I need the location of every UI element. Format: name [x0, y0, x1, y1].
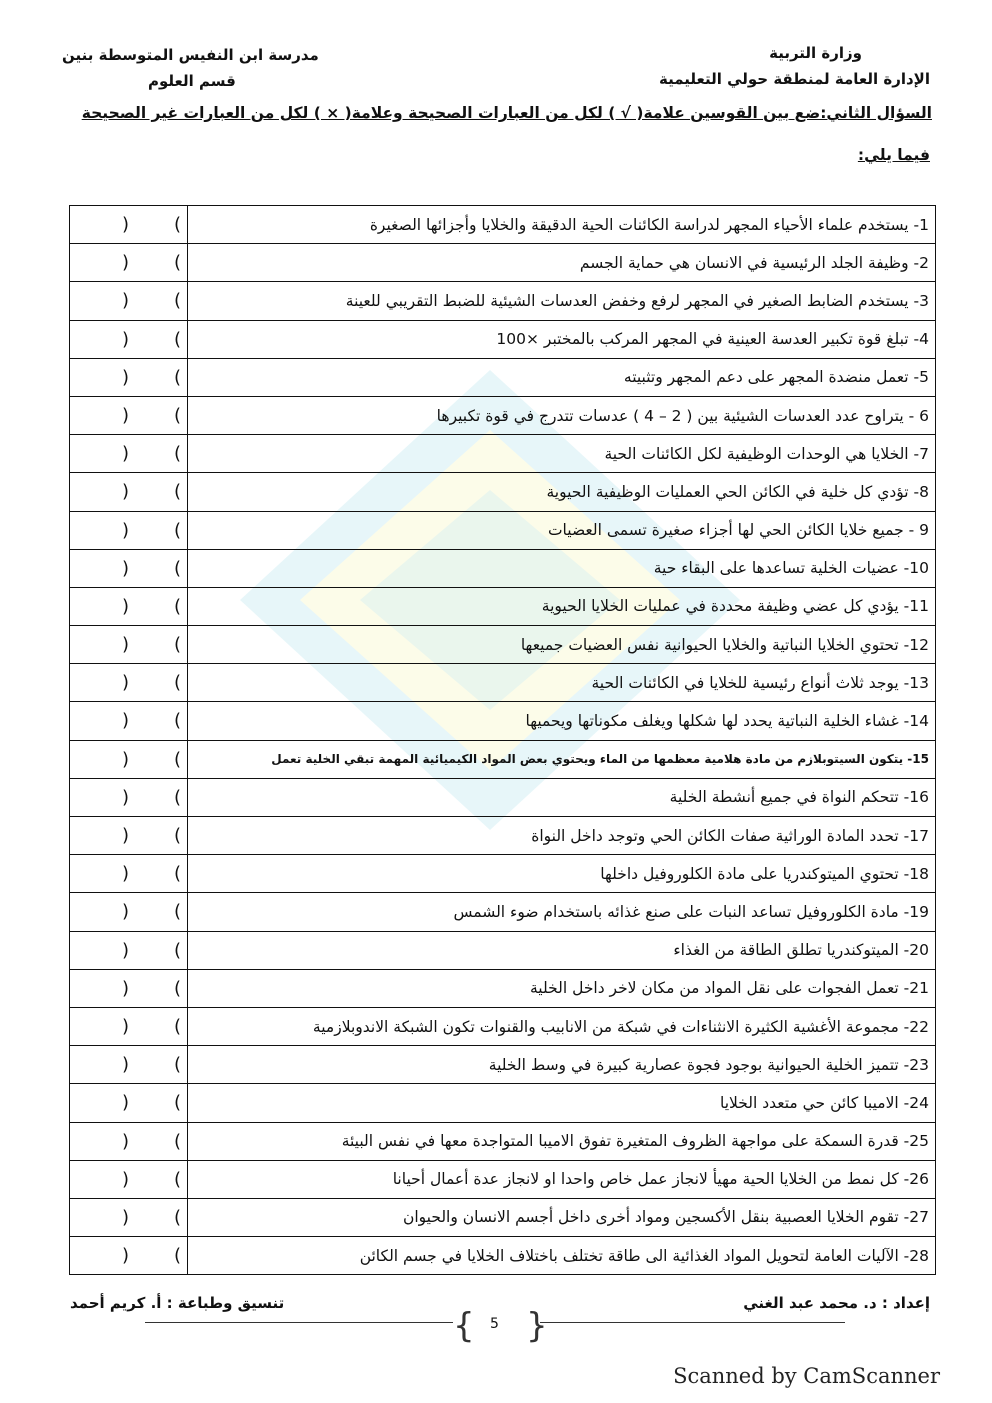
- statement-text: 11- يؤدي كل عضي وظيفة محددة في عمليات الخلايا الحيوية: [188, 587, 936, 625]
- answer-slot[interactable]: [70, 778, 188, 816]
- open-paren: ): [122, 1130, 130, 1152]
- statement-row: [70, 817, 936, 855]
- answer-slot[interactable]: [70, 1122, 188, 1160]
- statement-text: 24- الاميبا كائن حي متعدد الخلايا: [188, 1084, 936, 1122]
- page-bracket-right: }: [526, 1306, 548, 1346]
- statement-text: 22- مجموعة الأغشية الكثيرة الانثناءات في شبكة من الانابيب والقنوات تكون الشبكة الاندوبلازمية: [188, 1007, 936, 1045]
- open-paren: ): [122, 443, 130, 465]
- answer-slot[interactable]: [70, 626, 188, 664]
- statement-row: [70, 244, 936, 282]
- true-false-table: [69, 205, 936, 1275]
- statement-text: 10- عضيات الخلية تساعدها على البقاء حية: [188, 549, 936, 587]
- statement-text: 6 - يتراوح عدد العدسات الشيئية بين ( 2 – 4 ) عدسات تتدرج في قوة تكبيرها: [188, 396, 936, 434]
- close-paren: (: [174, 328, 182, 350]
- open-paren: ): [122, 252, 130, 274]
- open-paren: ): [122, 977, 130, 999]
- close-paren: (: [174, 1168, 182, 1190]
- statement-row: [70, 664, 936, 702]
- statement-text: 19- مادة الكلوروفيل تساعد النبات على صنع غذائه باستخدام ضوء الشمس: [188, 893, 936, 931]
- answer-slot[interactable]: [70, 1237, 188, 1275]
- footer-rule: [540, 1322, 845, 1323]
- answer-slot[interactable]: [70, 969, 188, 1007]
- open-paren: ): [122, 366, 130, 388]
- prepared-by: إعداد : د. محمد عبد الغني: [743, 1294, 930, 1312]
- statement-text: 27- تقوم الخلايا العصبية بنقل الأكسجين ومواد أخرى داخل أجسم الانسان والحيوان: [188, 1198, 936, 1236]
- open-paren: ): [122, 901, 130, 923]
- statement-row: [70, 1084, 936, 1122]
- answer-slot[interactable]: [70, 702, 188, 740]
- answer-slot[interactable]: [70, 587, 188, 625]
- statement-row: [70, 473, 936, 511]
- answer-slot[interactable]: [70, 358, 188, 396]
- question-title: السؤال الثاني:ضع بين القوسين علامة( √ ) لكل من العبارات الصحيحة وعلامة( × ) لكل من العبارات غير الصحيحة: [81, 104, 932, 122]
- close-paren: (: [174, 519, 182, 541]
- statement-row: [70, 320, 936, 358]
- answer-slot[interactable]: [70, 320, 188, 358]
- statement-row: [70, 1007, 936, 1045]
- statement-text: 13- يوجد ثلاث أنواع رئيسية للخلايا في الكائنات الحية: [188, 664, 936, 702]
- answer-slot[interactable]: [70, 473, 188, 511]
- statement-row: [70, 358, 936, 396]
- coordination-credit: تنسيق وطباعة : أ. كريم أحمد: [70, 1294, 285, 1312]
- statement-text: 7- الخلايا هي الوحدات الوظيفية لكل الكائنات الحية: [188, 435, 936, 473]
- department-label: قسم العلوم: [148, 72, 236, 90]
- statement-row: [70, 1237, 936, 1275]
- statement-text: 15- يتكون السيتوبلازم من مادة هلامية معظمها من الماء ويحتوي بعض المواد الكيميائية المهمة تبقي الخلية تعمل: [188, 740, 936, 778]
- statement-text: 9 - جميع خلايا الكائن الحي لها أجزاء صغيرة تسمى العضيات: [188, 511, 936, 549]
- close-paren: (: [174, 1015, 182, 1037]
- statement-row: [70, 626, 936, 664]
- close-paren: (: [174, 366, 182, 388]
- close-paren: (: [174, 1206, 182, 1228]
- statement-row: [70, 931, 936, 969]
- education-admin-label: الإدارة العامة لمنطقة حولي التعليمية: [658, 70, 930, 88]
- statement-row: [70, 740, 936, 778]
- answer-slot[interactable]: [70, 1160, 188, 1198]
- close-paren: (: [174, 672, 182, 694]
- open-paren: ): [122, 1206, 130, 1228]
- open-paren: ): [122, 557, 130, 579]
- statement-text: 8- تؤدي كل خلية في الكائن الحي العمليات الوظيفية الحيوية: [188, 473, 936, 511]
- close-paren: (: [174, 214, 182, 235]
- close-paren: (: [174, 557, 182, 579]
- open-paren: ): [122, 939, 130, 961]
- open-paren: ): [122, 748, 130, 770]
- question-title-continued: فيما يلي:: [857, 146, 930, 164]
- answer-slot[interactable]: [70, 931, 188, 969]
- school-name: مدرسة ابن النفيس المتوسطة بنين: [62, 46, 319, 64]
- statement-row: [70, 778, 936, 816]
- statement-text: 20- الميتوكندريا تطلق الطاقة من الغذاء: [188, 931, 936, 969]
- answer-slot[interactable]: [70, 855, 188, 893]
- close-paren: (: [174, 786, 182, 808]
- close-paren: (: [174, 977, 182, 999]
- page-bracket-left: {: [453, 1306, 475, 1346]
- statement-row: [70, 702, 936, 740]
- open-paren: ): [122, 863, 130, 885]
- close-paren: (: [174, 290, 182, 312]
- close-paren: (: [174, 748, 182, 770]
- statement-row: [70, 396, 936, 434]
- open-paren: ): [122, 1092, 130, 1114]
- close-paren: (: [174, 1130, 182, 1152]
- close-paren: (: [174, 863, 182, 885]
- close-paren: (: [174, 901, 182, 923]
- statement-text: 5- تعمل منضدة المجهر على دعم المجهر وتثبيته: [188, 358, 936, 396]
- answer-slot[interactable]: [70, 893, 188, 931]
- close-paren: (: [174, 443, 182, 465]
- open-paren: ): [122, 290, 130, 312]
- open-paren: ): [122, 519, 130, 541]
- statement-text: 3- يستخدم الضابط الصغير في المجهر لرفع وخفض العدسات الشيئية للضبط التقريبي للعينة: [188, 282, 936, 320]
- statement-text: 23- تتميز الخلية الحيوانية بوجود فجوة عصارية كبيرة في وسط الخلية: [188, 1046, 936, 1084]
- statement-text: 21- تعمل الفجوات على نقل المواد من مكان لاخر داخل الخلية: [188, 969, 936, 1007]
- answer-slot[interactable]: [70, 549, 188, 587]
- close-paren: (: [174, 710, 182, 732]
- statement-row: [70, 855, 936, 893]
- statement-row: [70, 206, 936, 244]
- answer-slot[interactable]: [70, 1084, 188, 1122]
- answer-slot[interactable]: [70, 435, 188, 473]
- statement-row: [70, 1198, 936, 1236]
- ministry-label: وزارة التربية: [769, 44, 862, 62]
- answer-slot[interactable]: [70, 206, 188, 244]
- answer-slot[interactable]: [70, 1046, 188, 1084]
- open-paren: ): [122, 710, 130, 732]
- statement-text: 12- تحتوي الخلايا النباتية والخلايا الحيوانية نفس العضيات جميعها: [188, 626, 936, 664]
- statement-text: 2- وظيفة الجلد الرئيسية في الانسان هي حماية الجسم: [188, 244, 936, 282]
- statement-text: 14- غشاء الخلية النباتية يحدد لها شكلها ويغلف مكوناتها ويحميها: [188, 702, 936, 740]
- open-paren: ): [122, 328, 130, 350]
- close-paren: (: [174, 634, 182, 656]
- open-paren: ): [122, 1015, 130, 1037]
- statement-text: 16- تتحكم النواة في جميع أنشطة الخلية: [188, 778, 936, 816]
- statement-row: [70, 435, 936, 473]
- open-paren: ): [122, 634, 130, 656]
- statement-text: 26- كل نمط من الخلايا الحية مهيأ لانجاز عمل خاص واحدا او لانجاز عدة أعمال أحيانا: [188, 1160, 936, 1198]
- open-paren: ): [122, 1054, 130, 1076]
- statement-text: 1- يستخدم علماء الأحياء المجهر لدراسة الكائنات الحية الدقيقة والخلايا وأجزائها الصغيرة: [188, 206, 936, 244]
- page-number: 5: [490, 1316, 499, 1332]
- statement-row: [70, 282, 936, 320]
- close-paren: (: [174, 404, 182, 426]
- answer-slot[interactable]: [70, 396, 188, 434]
- open-paren: ): [122, 214, 130, 235]
- statement-row: [70, 969, 936, 1007]
- statement-text: 18- تحتوي الميتوكندريا على مادة الكلوروفيل داخلها: [188, 855, 936, 893]
- close-paren: (: [174, 1092, 182, 1114]
- answer-slot[interactable]: [70, 664, 188, 702]
- answer-slot[interactable]: [70, 511, 188, 549]
- answer-slot[interactable]: [70, 1198, 188, 1236]
- close-paren: (: [174, 595, 182, 617]
- open-paren: ): [122, 672, 130, 694]
- open-paren: ): [122, 404, 130, 426]
- open-paren: ): [122, 1245, 130, 1267]
- statement-text: 25- قدرة السمكة على مواجهة الظروف المتغيرة تفوق الاميبا المتواجدة معها في نفس البيئة: [188, 1122, 936, 1160]
- answer-slot[interactable]: [70, 1007, 188, 1045]
- statement-row: [70, 893, 936, 931]
- open-paren: ): [122, 825, 130, 846]
- open-paren: ): [122, 481, 130, 503]
- close-paren: (: [174, 252, 182, 274]
- answer-slot[interactable]: [70, 282, 188, 320]
- statement-text: 17- تحدد المادة الوراثية صفات الكائن الحي وتوجد داخل النواة: [188, 817, 936, 855]
- answer-slot[interactable]: [70, 244, 188, 282]
- statement-row: [70, 1046, 936, 1084]
- close-paren: (: [174, 825, 182, 846]
- open-paren: ): [122, 595, 130, 617]
- statement-row: [70, 549, 936, 587]
- statement-row: [70, 587, 936, 625]
- close-paren: (: [174, 481, 182, 503]
- open-paren: ): [122, 1168, 130, 1190]
- answer-slot[interactable]: [70, 740, 188, 778]
- statement-text: 4- تبلغ قوة تكبير العدسة العينية في المجهر المركب بالمختبر ×100: [188, 320, 936, 358]
- statement-row: [70, 1122, 936, 1160]
- answer-slot[interactable]: [70, 817, 188, 855]
- open-paren: ): [122, 786, 130, 808]
- footer-rule: [145, 1322, 453, 1323]
- scanner-watermark: Scanned by CamScanner: [673, 1364, 940, 1388]
- close-paren: (: [174, 1245, 182, 1267]
- close-paren: (: [174, 939, 182, 961]
- statement-text: 28- الآليات العامة لتحويل المواد الغذائية الى طاقة تختلف باختلاف الخلايا في جسم الكائن: [188, 1237, 936, 1275]
- close-paren: (: [174, 1054, 182, 1076]
- statement-row: [70, 1160, 936, 1198]
- statement-row: [70, 511, 936, 549]
